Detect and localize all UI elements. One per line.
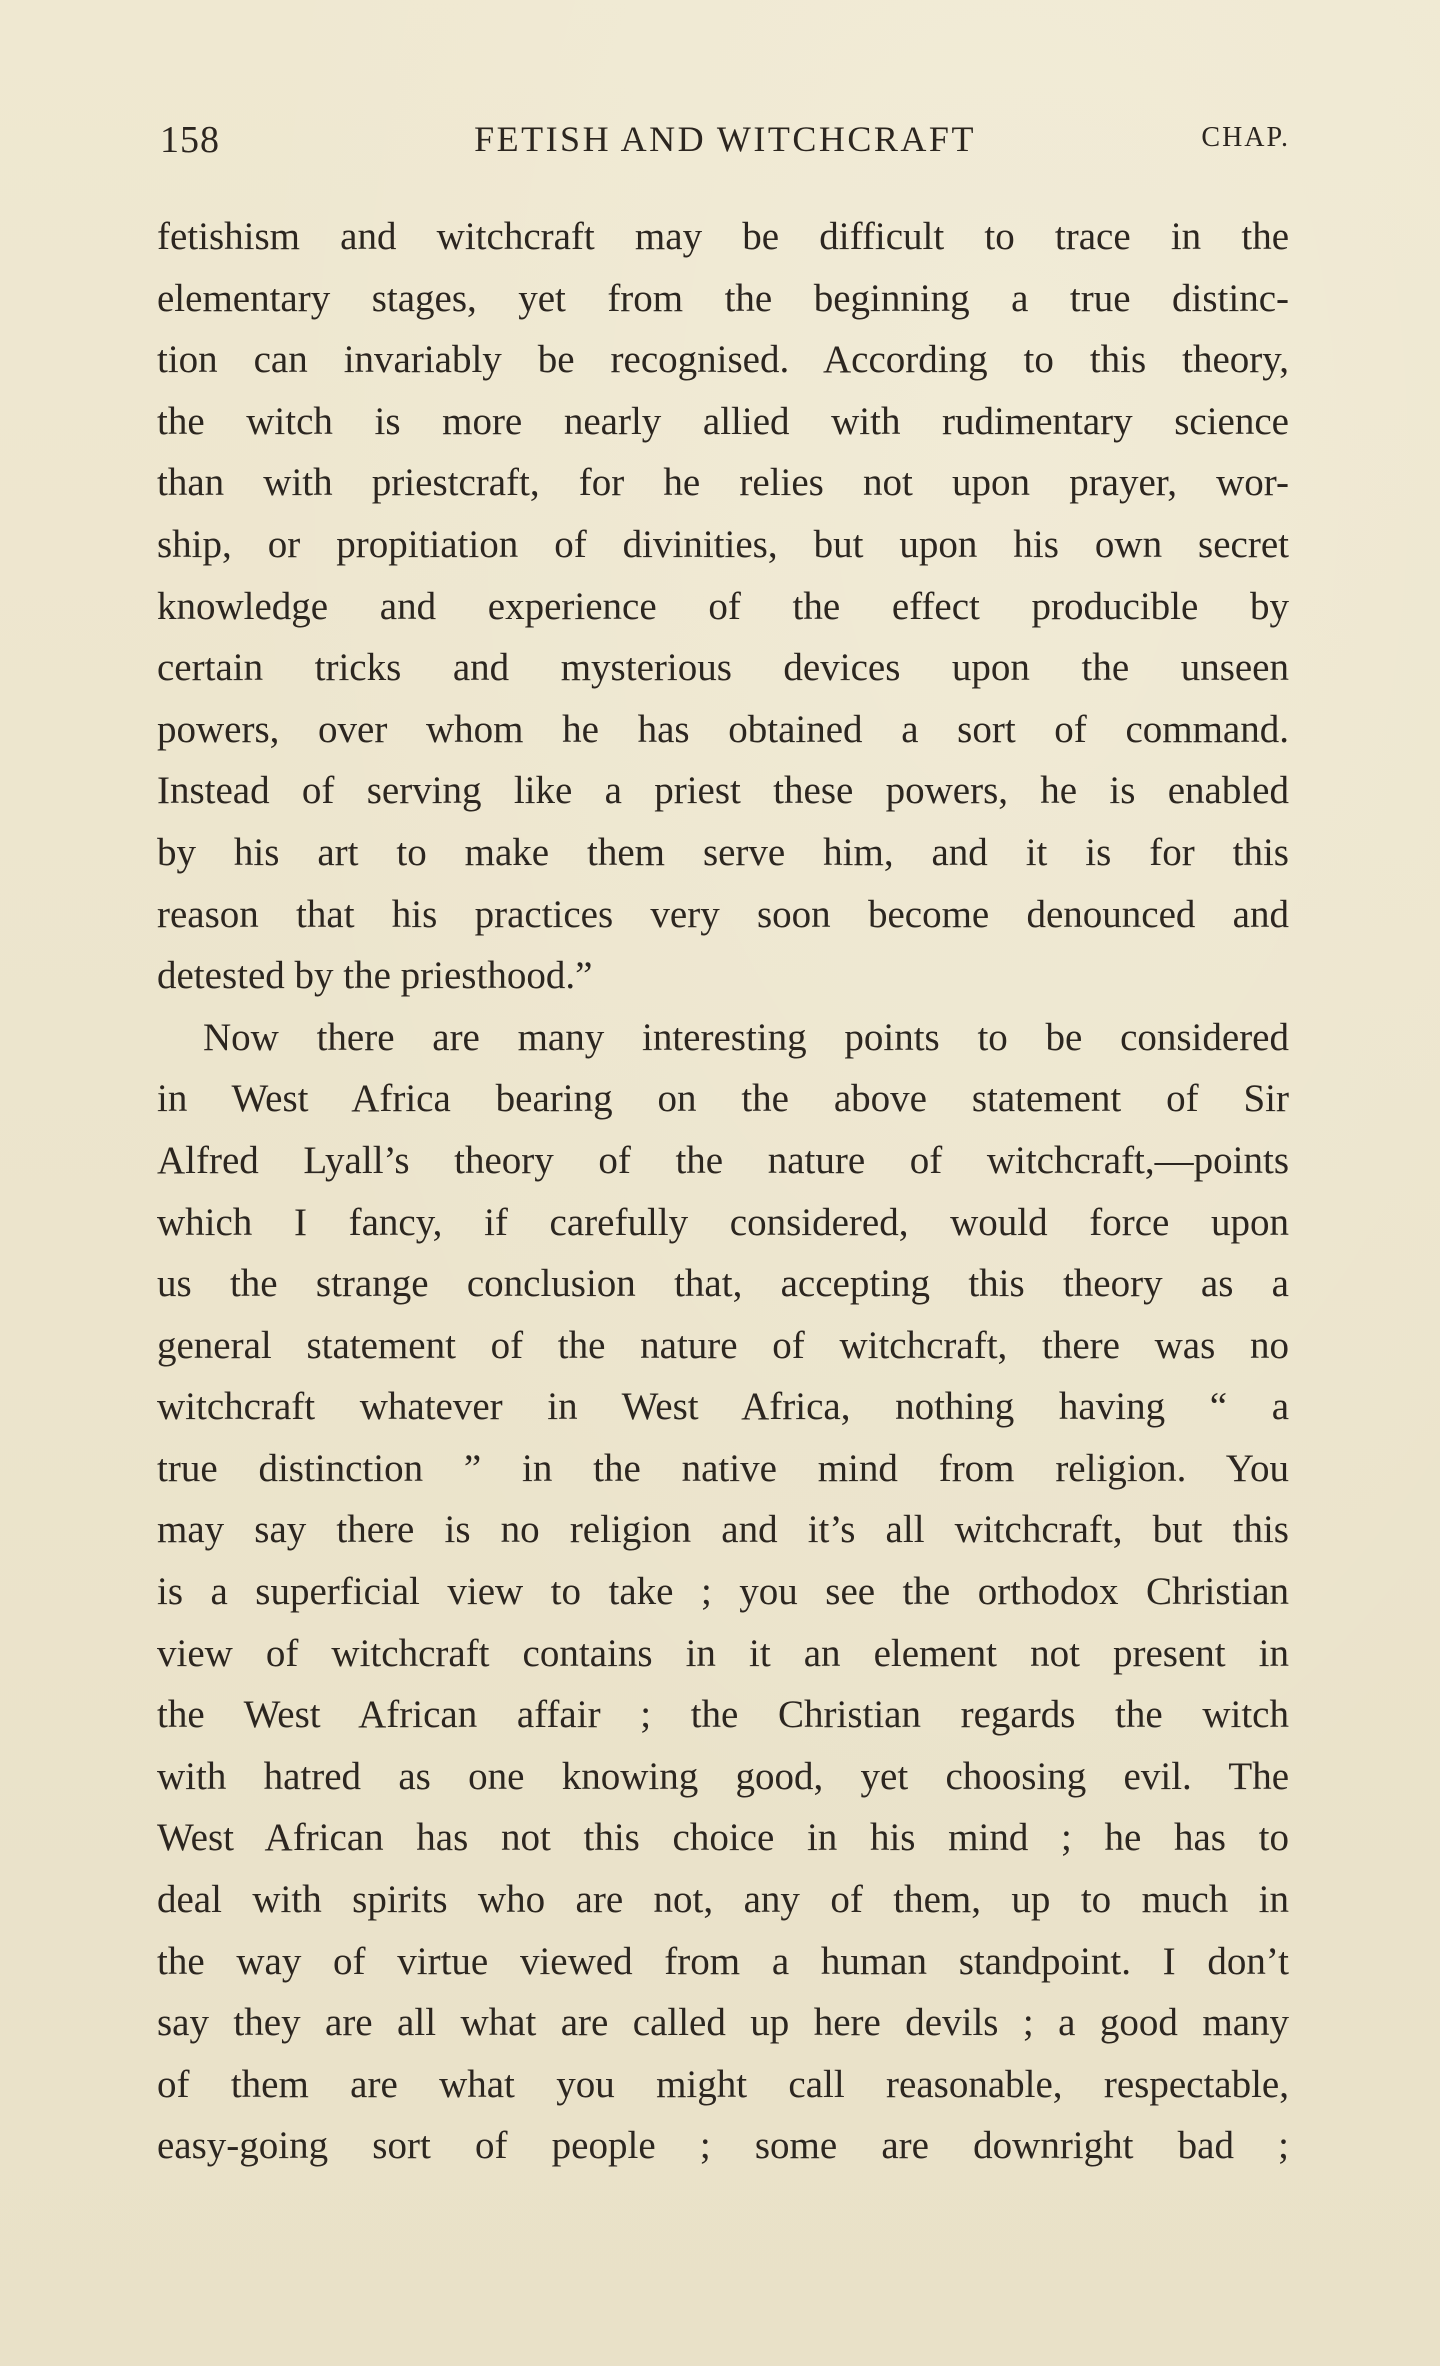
text-line: in West Africa bearing on the above statement of Sir bbox=[157, 1077, 1289, 1121]
text-line: fetishism and witchcraft may be difficult to trace in the bbox=[157, 215, 1289, 258]
text-line: the way of virtue viewed from a human standpoint. I don’t bbox=[157, 1939, 1289, 1983]
text-line: detested by the priesthood.” bbox=[157, 954, 593, 998]
page-number: 158 bbox=[160, 119, 220, 161]
text-line: West African has not this choice in his mind ; he has to bbox=[157, 1816, 1289, 1860]
text-line: easy-going sort of people ; some are downright bad ; bbox=[157, 2124, 1289, 2168]
text-line: view of witchcraft contains in it an element not present in bbox=[157, 1631, 1289, 1675]
text-line: Instead of serving like a priest these powers, he is enabled bbox=[157, 769, 1289, 813]
text-line: Now there are many interesting points to be considered bbox=[203, 1015, 1289, 1059]
text-line: which I fancy, if carefully considered, would force upon bbox=[157, 1200, 1289, 1244]
text-line: with hatred as one knowing good, yet choosing evil. The bbox=[157, 1754, 1289, 1798]
text-line: say they are all what are called up here devils ; a good many bbox=[157, 2001, 1289, 2045]
chapter-abbreviation: CHAP. bbox=[1201, 122, 1290, 153]
text-line: by his art to make them serve him, and it is for this bbox=[157, 830, 1289, 874]
text-line: general statement of the nature of witchcraft, there was no bbox=[157, 1323, 1289, 1367]
body-text bbox=[157, 206, 1289, 2177]
text-line: true distinction ” in the native mind from religion. You bbox=[157, 1446, 1289, 1490]
running-head bbox=[160, 118, 1290, 168]
text-line: powers, over whom he has obtained a sort of command. bbox=[157, 707, 1289, 751]
text-line: the West African affair ; the Christian regards the witch bbox=[157, 1693, 1289, 1737]
running-title: FETISH AND WITCHCRAFT bbox=[474, 119, 976, 159]
text-line: deal with spirits who are not, any of them, up to much in bbox=[157, 1878, 1289, 1922]
text-line: of them are what you might call reasonable, respectable, bbox=[157, 2062, 1289, 2106]
text-line: elementary stages, yet from the beginning a true distinc- bbox=[157, 276, 1289, 320]
text-line: than with priestcraft, for he relies not upon prayer, wor- bbox=[157, 461, 1289, 505]
text-line: may say there is no religion and it’s all witchcraft, but this bbox=[157, 1508, 1289, 1552]
text-line: ship, or propitiation of divinities, but upon his own secret bbox=[157, 522, 1289, 566]
text-line: the witch is more nearly allied with rudimentary science bbox=[157, 399, 1289, 443]
text-line: knowledge and experience of the effect producible by bbox=[157, 584, 1289, 628]
text-line: Alfred Lyall’s theory of the nature of witchcraft,—points bbox=[157, 1138, 1289, 1182]
text-line: us the strange conclusion that, accepting this theory as a bbox=[157, 1262, 1289, 1306]
text-line: is a superficial view to take ; you see the orthodox Christian bbox=[157, 1570, 1289, 1614]
text-line: certain tricks and mysterious devices upon the unseen bbox=[157, 646, 1289, 690]
text-line: witchcraft whatever in West Africa, nothing having “ a bbox=[157, 1385, 1289, 1429]
text-line: tion can invariably be recognised. According to this theory, bbox=[157, 338, 1289, 382]
text-line: reason that his practices very soon become denounced and bbox=[157, 892, 1289, 936]
